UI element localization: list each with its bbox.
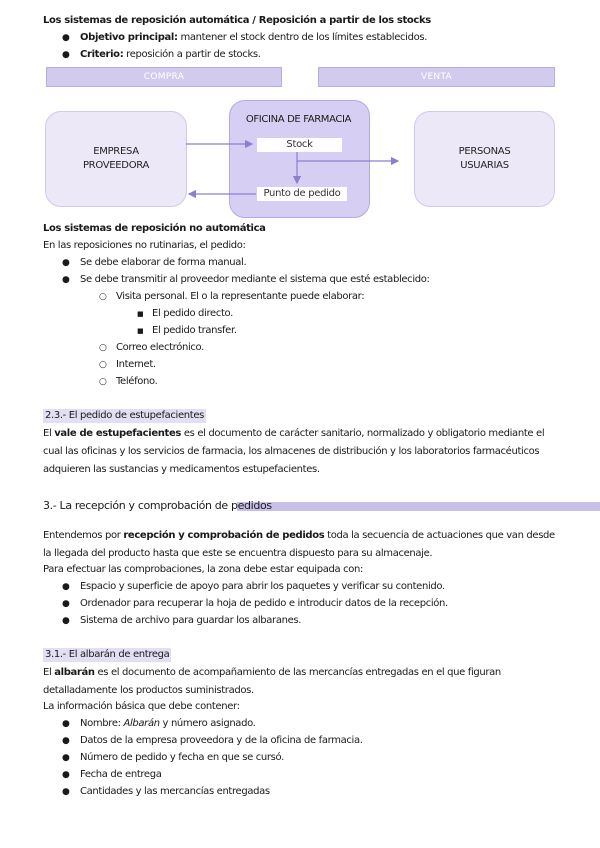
item-fecha-entrega: Fecha de entrega [80, 769, 162, 780]
item-archivo: Sistema de archivo para guardar los albaranes. [80, 615, 302, 626]
bullet-dot [62, 751, 70, 765]
bullet-dot [62, 580, 70, 594]
heading-albaran: 3.1.- El albarán de entrega [45, 649, 170, 660]
bullet-objetivo: Objetivo principal: mantener el stock dentro de los límites establecidos. [80, 32, 428, 43]
heading-estupefacientes: 2.3.- El pedido de estupefacientes [45, 410, 205, 421]
oficina-title: OFICINA DE FARMACIA [245, 114, 352, 125]
diagram-arrows [0, 0, 600, 240]
paragraph-estupefacientes: El vale de estupefacientes es el documento de carácter sanitario, normalizado y obligatorio mediante el cual las oficinas y los servicios de farmacia, los almacenes de distribución y los laboratorios farmacéuticos adquieren las sustancias y medicamentos estupefacientes. [43, 428, 545, 475]
item-transfer: El pedido transfer. [152, 325, 237, 336]
banner-compra: COMPRA [46, 67, 282, 87]
item-visita: Visita personal. El o la representante puede elaborar: [116, 291, 365, 302]
heading-reposicion-no-automatica: Los sistemas de reposición no automática [43, 223, 266, 234]
bullet-dot [62, 734, 70, 748]
item-numero-pedido: Número de pedido y fecha en que se cursó. [80, 752, 284, 763]
bullet-criterio: Criterio: reposición a partir de stocks. [80, 49, 261, 60]
item-correo: Correo electrónico. [116, 342, 204, 353]
paragraph-zona: Para efectuar las comprobaciones, la zona debe estar equipada con: [43, 564, 364, 575]
item-telefono: Teléfono. [116, 376, 158, 387]
item-directo: El pedido directo. [152, 308, 233, 319]
bullet-dot [62, 768, 70, 782]
item-nombre: Nombre: Albarán y número asignado. [80, 718, 256, 729]
item-cantidades: Cantidades y las mercancías entregadas [80, 786, 270, 797]
paragraph-albaran: El albarán es el documento de acompañamiento de las mercancías entregadas en el que figuran detalladamente los productos suministrados. [43, 667, 501, 696]
banner-venta: VENTA [318, 67, 555, 87]
bullet-dot [62, 717, 70, 731]
item-internet: Internet. [116, 359, 156, 370]
bullet-square [137, 307, 144, 321]
stock-label: Stock [257, 138, 342, 152]
item-datos-empresa: Datos de la empresa proveedora y de la oficina de farmacia. [80, 735, 363, 746]
bullet-dot [62, 256, 70, 270]
paragraph-info-basica: La información básica que debe contener: [43, 701, 240, 712]
bullet-dot [62, 614, 70, 628]
paragraph-recepcion: Entendemos por recepción y comprobación de pedidos toda la secuencia de actuaciones que van desde la llegada del producto hasta que este se encuentra dispuesto para su almacenaje. [43, 530, 555, 559]
bullet-square [137, 324, 144, 338]
bullet-ring [99, 375, 107, 389]
box-empresa-proveedora: EMPRESA PROVEEDORA [45, 111, 187, 207]
bullet-ring [99, 290, 107, 304]
intro-no-automatica: En las reposiciones no rutinarias, el pedido: [43, 240, 246, 251]
item-transmitir: Se debe transmitir al proveedor mediante el sistema que esté establecido: [80, 274, 430, 285]
bullet-dot [62, 597, 70, 611]
punto-pedido-label: Punto de pedido [257, 187, 347, 201]
item-manual: Se debe elaborar de forma manual. [80, 257, 247, 268]
item-espacio: Espacio y superficie de apoyo para abrir los paquetes y verificar su contenido. [80, 581, 445, 592]
box-personas-usuarias: PERSONAS USUARIAS [414, 111, 555, 207]
item-ordenador: Ordenador para recuperar la hoja de pedido e introducir datos de la recepción. [80, 598, 448, 609]
bullet-dot [62, 273, 70, 287]
heading-reposicion-automatica: Los sistemas de reposición automática / Reposición a partir de los stocks [43, 15, 431, 26]
bullet-dot [62, 785, 70, 799]
heading-recepcion: 3.- La recepción y comprobación de pedidos [43, 499, 272, 512]
section-bar [237, 502, 600, 511]
bullet-ring [99, 358, 107, 372]
bullet-ring [99, 341, 107, 355]
